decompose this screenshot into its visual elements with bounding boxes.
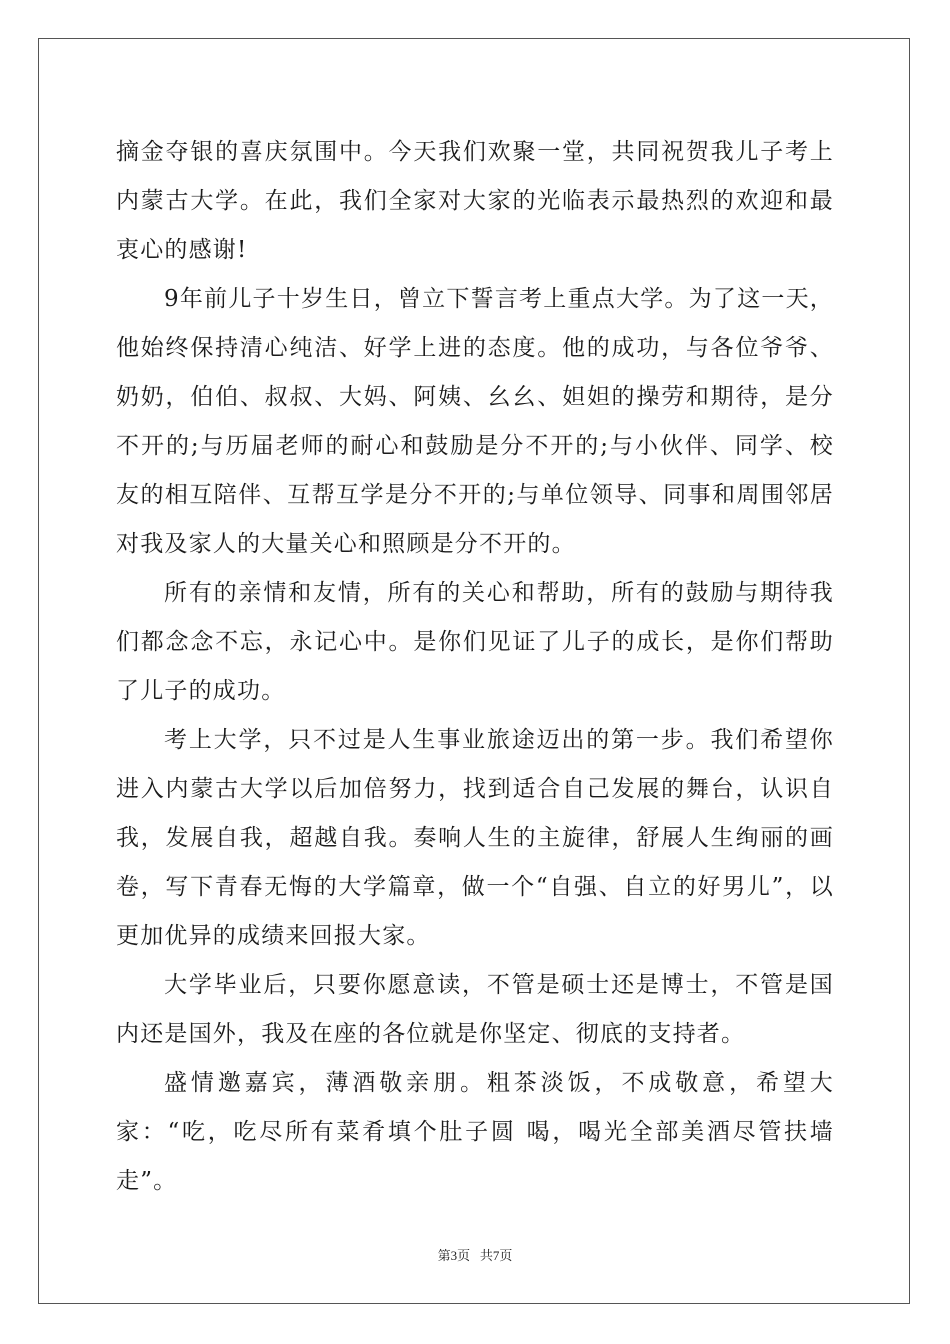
paragraph-continued: 摘金夺银的喜庆氛围中。今天我们欢聚一堂，共同祝贺我儿子考上内蒙古大学。在此，我们全家对大家的光临表示最热烈的欢迎和最衷心的感谢! <box>116 139 834 263</box>
paragraph: 9年前儿子十岁生日，曾立下誓言考上重点大学。为了这一天，他始终保持清心纯洁、好学上进的态度。他的成功，与各位爷爷、奶奶，伯伯、叔叔、大妈、阿姨、幺幺、妲妲的操劳和期待，是分不开的;与历届老师的耐心和鼓励是分不开的;与小伙伴、同学、校友的相互陪伴、互帮互学是分不开的;与单位领导、同事和周围邻居对我及家人的大量关心和照顾是分不开的。 <box>116 286 834 557</box>
paragraph: 所有的亲情和友情，所有的关心和帮助，所有的鼓励与期待我们都念念不忘，永记心中。是你们见证了儿子的成长，是你们帮助了儿子的成功。 <box>116 580 834 704</box>
paragraph: 考上大学，只不过是人生事业旅途迈出的第一步。我们希望你进入内蒙古大学以后加倍努力，找到适合自己发展的舞台，认识自我，发展自我，超越自我。奏响人生的主旋律，舒展人生绚丽的画卷，写下青春无悔的大学篇章，做一个“自强、自立的好男儿”，以更加优异的成绩来回报大家。 <box>116 727 834 949</box>
paragraph: 大学毕业后，只要你愿意读，不管是硕士还是博士，不管是国内还是国外，我及在座的各位就是你坚定、彻底的支持者。 <box>116 972 834 1047</box>
document-body <box>116 128 834 1206</box>
page-number-footer: 第3页 共7页 <box>437 1248 513 1263</box>
paragraph: 盛情邀嘉宾，薄酒敬亲朋。粗茶淡饭，不成敬意，希望大家：“吃，吃尽所有菜肴填个肚子圆 喝，喝光全部美酒尽管扶墙走”。 <box>116 1070 834 1194</box>
